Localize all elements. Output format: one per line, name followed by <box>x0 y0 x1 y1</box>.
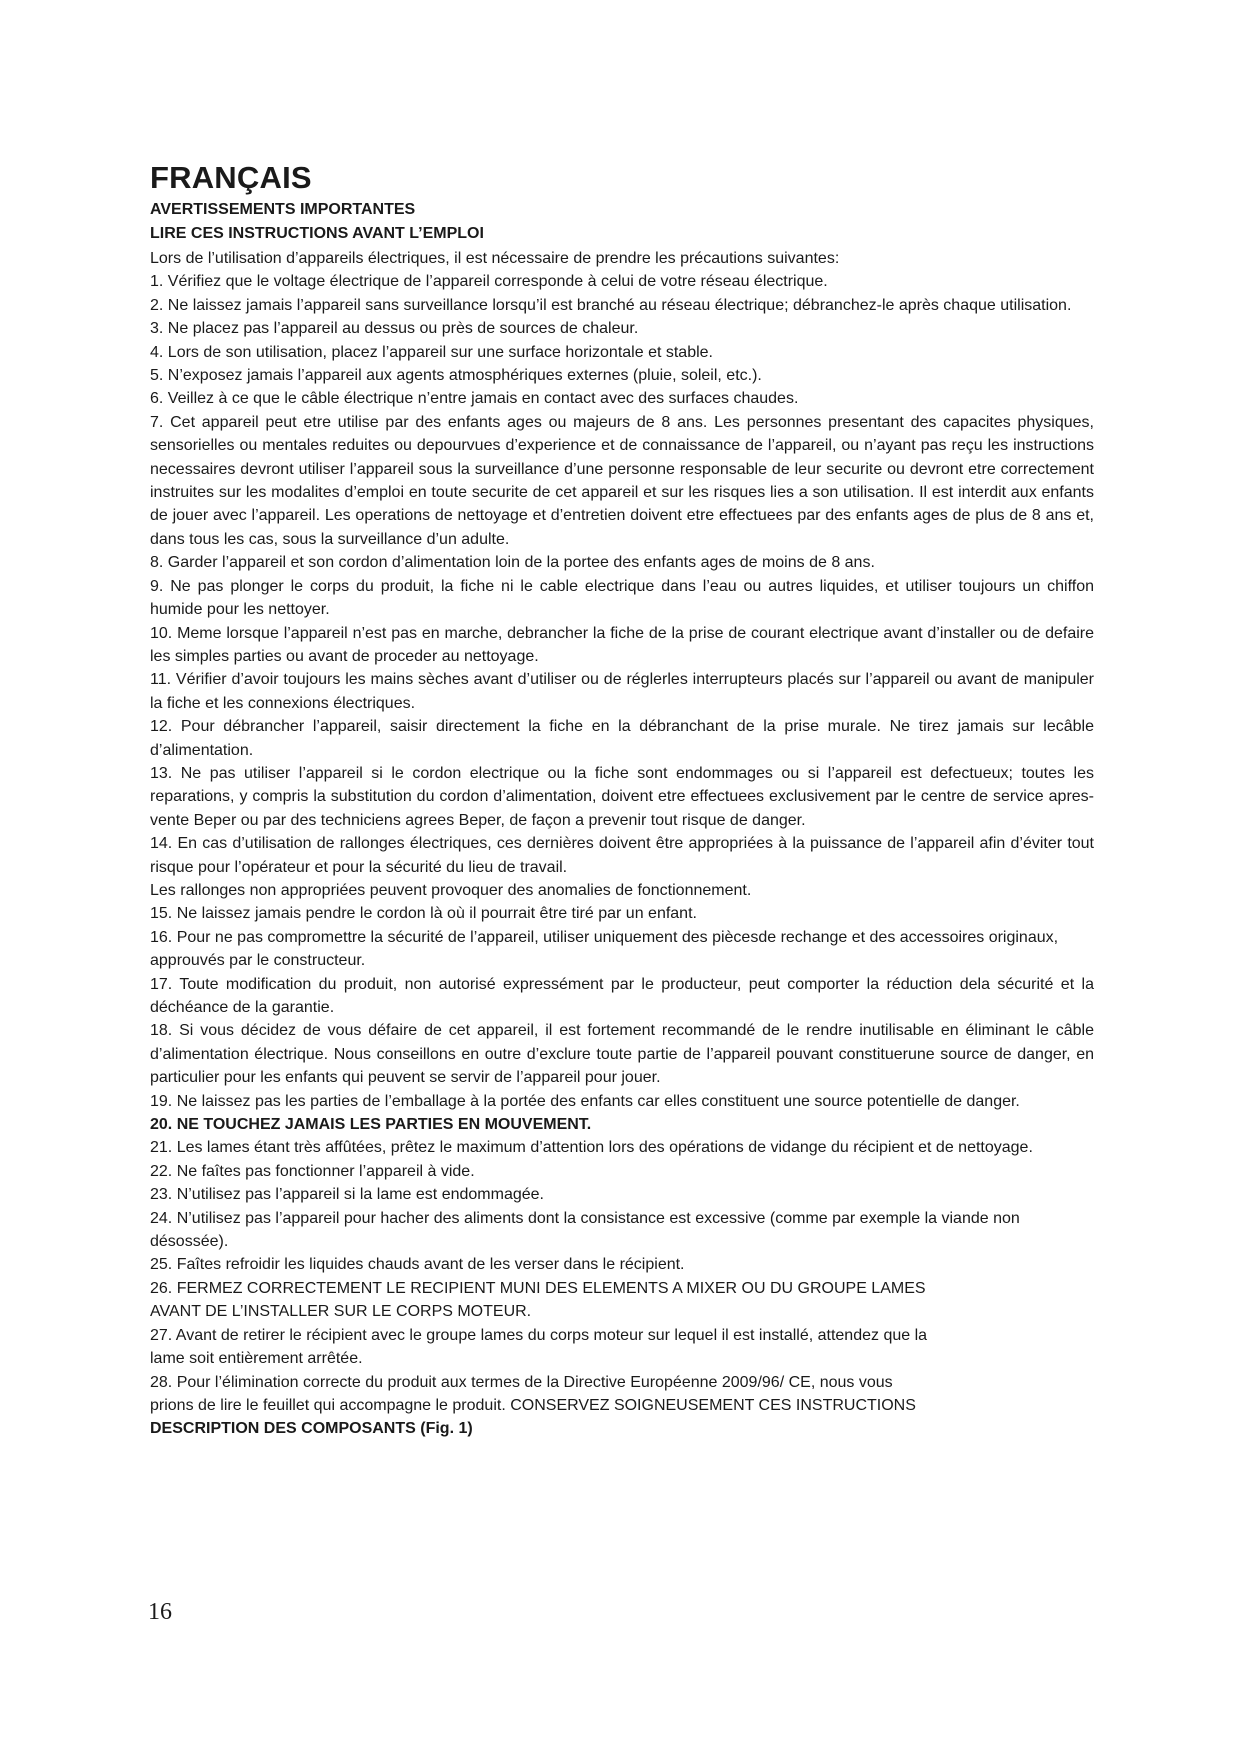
instruction-item: 5. N’exposez jamais l’appareil aux agents atmosphériques externes (pluie, soleil, etc.). <box>150 367 762 385</box>
instruction-item: 26. FERMEZ CORRECTEMENT LE RECIPIENT MUNI DES ELEMENTS A MIXER OU DU GROUPE LAMES <box>150 1279 926 1297</box>
instruction-item: 22. Ne faîtes pas fonctionner l’appareil à vide. <box>150 1162 475 1180</box>
warnings-title: AVERTISSEMENTS IMPORTANTES <box>150 201 416 218</box>
instruction-note: Les rallonges non appropriées peuvent provoquer des anomalies de fonctionnement. <box>150 881 752 899</box>
instruction-item: 28. Pour l’élimination correcte du produit aux termes de la Directive Européenne 2009/96/ CE, nous vous <box>150 1373 893 1391</box>
instruction-item: 16. Pour ne pas compromettre la sécurité de l’appareil, utiliser uniquement des piècesde rechange et des accessoires originaux, <box>150 928 1059 946</box>
instruction-item: 2. Ne laissez jamais l’appareil sans surveillance lorsqu’il est branché au réseau électrique; débranchez-le après chaque utilisation. <box>150 296 1072 314</box>
instruction-item-cont: AVANT DE L’INSTALLER SUR LE CORPS MOTEUR. <box>150 1303 532 1321</box>
instruction-item: 19. Ne laissez pas les parties de l’emballage à la portée des enfants car elles constituent une source potentielle de danger. <box>150 1092 1020 1110</box>
instruction-item-cont: prions de lire le feuillet qui accompagne le produit. CONSERVEZ SOIGNEUSEMENT CES INSTRUCTIONS <box>150 1396 916 1414</box>
instruction-item: 8. Garder l’appareil et son cordon d’alimentation loin de la portee des enfants ages de moins de 8 ans. <box>150 554 875 572</box>
instruction-item: 12. Pour débrancher l’appareil, saisir directement la fiche en la débranchant de la prise murale. Ne tirez jamais sur lecâble d’alimentation. <box>150 718 1094 759</box>
language-heading: FRANÇAIS <box>150 160 312 195</box>
document-page <box>150 160 1094 1441</box>
instruction-item: 18. Si vous décidez de vous défaire de cet appareil, il est fortement recommandé de le rendre inutilisable en éliminant le câble d’alimentation électrique. Nous conseillons en outre d’exclure toute partie de l’appareil pouvant constituerune source de danger, en particulier pour les enfants qui peuvent se servir de l’appareil pour jouer. <box>150 1022 1094 1087</box>
instruction-item: 14. En cas d’utilisation de rallonges électriques, ces dernières doivent être appropriées à la puissance de l’appareil afin d’éviter tout risque pour l’opérateur et pour la sécurité du lieu de travail. <box>150 835 1094 876</box>
instruction-item: 27. Avant de retirer le récipient avec le groupe lames du corps moteur sur lequel il est installé, attendez que la <box>150 1326 928 1344</box>
instruction-item-cont: lame soit entièrement arrêtée. <box>150 1350 363 1368</box>
instruction-item: 25. Faîtes refroidir les liquides chauds avant de les verser dans le récipient. <box>150 1256 685 1274</box>
instruction-item: 15. Ne laissez jamais pendre le cordon là où il pourrait être tiré par un enfant. <box>150 905 697 923</box>
instruction-item: 9. Ne pas plonger le corps du produit, la fiche ni le cable electrique dans l’eau ou autres liquides, et utiliser toujours un chiffon humide pour les nettoyer. <box>150 577 1094 619</box>
instruction-item: 3. Ne placez pas l’appareil au dessus ou près de sources de chaleur. <box>150 320 639 338</box>
instruction-item: 11. Vérifier d’avoir toujours les mains sèches avant d’utiliser ou de réglerles interrupteurs placés sur l’appareil ou avant de manipuler la fiche et les connexions électriques. <box>150 671 1094 712</box>
instruction-item: 4. Lors de son utilisation, placez l’appareil sur une surface horizontale et stable. <box>150 343 713 361</box>
instruction-item: 23. N’utilisez pas l’appareil si la lame est endommagée. <box>150 1186 544 1204</box>
instructions-body <box>150 247 1094 1441</box>
instruction-item: 13. Ne pas utiliser l’appareil si le cordon electrique ou la fiche sont endommages ou si l’appareil est defectueux; toutes les reparations, y compris la substitution du cordon d’alimentation, doivent etre effectuees exclusivement par le centre de service apres-vente Beper ou par des techniciens agrees Beper, de façon a prevenir tout risque de danger. <box>150 764 1094 829</box>
instruction-item: 10. Meme lorsque l’appareil n’est pas en marche, debrancher la fiche de la prise de courant electrique avant d’installer ou de defaire les simples parties ou avant de proceder au nettoyage. <box>150 624 1094 665</box>
instruction-item: 17. Toute modification du produit, non autorisé expressément par le producteur, peut comporter la réduction dela sécurité et la déchéance de la garantie. <box>150 975 1094 1016</box>
instruction-item: 21. Les lames étant très affûtées, prêtez le maximum d’attention lors des opérations de vidange du récipient et de nettoyage. <box>150 1139 1033 1157</box>
page-number: 16 <box>148 1599 172 1625</box>
instruction-item: 6. Veillez à ce que le câble électrique n’entre jamais en contact avec des surfaces chaudes. <box>150 390 799 408</box>
instruction-item: 24. N’utilisez pas l’appareil pour hacher des aliments dont la consistance est excessive (comme par exemple la viande non désossée). <box>150 1209 1020 1251</box>
intro-paragraph: Lors de l’utilisation d’appareils électriques, il est nécessaire de prendre les précautions suivantes: <box>150 250 840 267</box>
instruction-item-bold: 20. NE TOUCHEZ JAMAIS LES PARTIES EN MOUVEMENT. <box>150 1116 592 1134</box>
instruction-item: 7. Cet appareil peut etre utilise par des enfants ages ou majeurs de 8 ans. Les personnes presentant des capacites physiques, sensorielles ou mentales reduites ou depourvues d’experience et de connaissance de l’appareil, ou n’ayant pas reçu les instructions necessaires devront utiliser l’appareil sous la surveillance d’une personne responsable de leur securite ou devront etre correctement instruites sur les modalites d’emploi en toute securite de cet appareil et sur les risques lies a son utilisation. Il est interdit aux enfants de jouer avec l’appareil. Les operations de nettoyage et d’entretien doivent etre effectuees par des enfants ages de plus de 8 ans et, dans tous les cas, sous la surveillance d’un adulte. <box>150 413 1094 548</box>
section-heading: DESCRIPTION DES COMPOSANTS (Fig. 1) <box>150 1420 473 1438</box>
read-instructions-title: LIRE CES INSTRUCTIONS AVANT L’EMPLOI <box>150 225 484 242</box>
instruction-item: 1. Vérifiez que le voltage électrique de l’appareil corresponde à celui de votre réseau électrique. <box>150 273 828 291</box>
instruction-note: approuvés par le constructeur. <box>150 952 366 970</box>
